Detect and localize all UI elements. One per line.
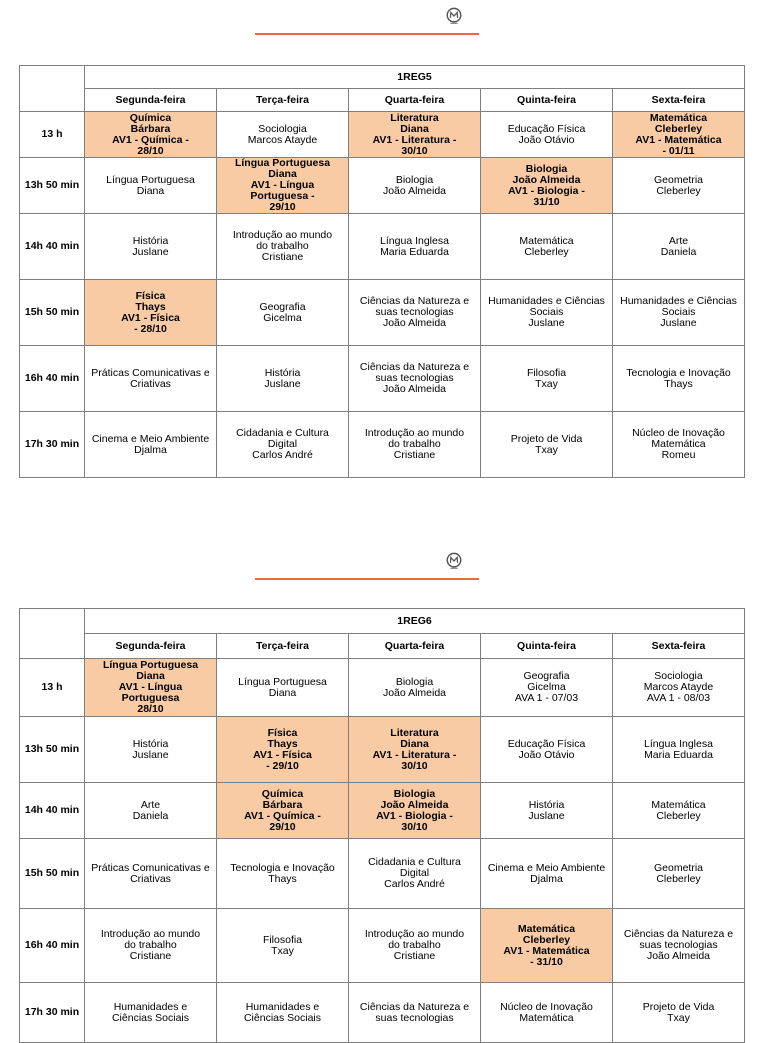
cell-text-line: João Otávio [518, 133, 575, 146]
cell-text-line: Arte [668, 234, 689, 247]
class-cell-exam [85, 112, 217, 158]
class-cell [217, 839, 349, 909]
cell-text-line: João Almeida [382, 317, 447, 329]
class-cell [349, 909, 481, 983]
cell-text-line: 30/10 [401, 820, 428, 833]
schedule-table-1reg5 [19, 65, 745, 478]
time-slot-label: 14h 40 min [20, 214, 85, 280]
cell-text-line: Txay [271, 944, 294, 957]
cell-text-line: Juslane [132, 245, 169, 258]
cell-text-line: João Otávio [518, 748, 575, 761]
cell-text-line: Matemática [651, 798, 706, 811]
cell-text-line: AV1 - Língua [118, 681, 183, 693]
cell-text-line: Humanidades e Ciências [488, 295, 605, 307]
cell-text-line: Cleberley [524, 245, 569, 258]
cell-text-line: Thays [267, 737, 298, 750]
time-slot-label: 14h 40 min [20, 783, 85, 839]
cell-text-line: Cleberley [656, 872, 701, 885]
class-cell [85, 717, 217, 783]
cell-text-line: Daniela [660, 245, 697, 258]
cell-text-line: Língua Portuguesa [238, 675, 327, 688]
class-cell [613, 158, 745, 214]
class-cell [217, 346, 349, 412]
cell-text-line: Thays [268, 872, 297, 885]
class-cell [481, 214, 613, 280]
day-header: Quinta-feira [481, 89, 613, 112]
cell-text-line: suas tecnologias [639, 939, 718, 951]
cell-text-line: Língua Portuguesa [106, 173, 195, 186]
cell-text-line: Portuguesa - [250, 190, 315, 202]
cell-text-line: Matemática [649, 111, 708, 124]
day-header: Terça-feira [217, 89, 349, 112]
cell-text-line: História [528, 798, 565, 811]
table-row [20, 214, 745, 280]
cell-text-line: Matemática [651, 438, 706, 450]
day-header: Quarta-feira [349, 89, 481, 112]
cell-text-line: Txay [667, 1011, 690, 1024]
class-cell-exam [349, 112, 481, 158]
cell-text-line: Biologia [395, 675, 434, 688]
class-cell-exam [217, 717, 349, 783]
cell-text-line: Bárbara [130, 122, 171, 135]
cell-text-line: AV1 - Língua [250, 179, 315, 191]
class-cell [85, 839, 217, 909]
cell-text-line: Língua Portuguesa [102, 659, 199, 671]
cell-text-line: Literatura [390, 726, 439, 739]
cell-text-line: Juslane [528, 809, 565, 822]
class-title: 1REG5 [85, 66, 745, 89]
class-cell [85, 214, 217, 280]
cell-text-line: Ciências Sociais [243, 1011, 322, 1024]
cell-text-line: Filosofia [262, 933, 303, 946]
cell-text-line: AV1 - Matemática [635, 133, 722, 146]
cell-text-line: Txay [535, 377, 558, 390]
cell-text-line: Língua Inglesa [644, 737, 713, 750]
class-cell [85, 909, 217, 983]
cell-text-line: Sociais [529, 306, 564, 318]
class-cell [481, 839, 613, 909]
class-cell [349, 412, 481, 478]
time-slot-label: 13 h [20, 112, 85, 158]
cell-text-line: Djalma [134, 443, 167, 456]
table-row [20, 717, 745, 783]
day-header: Segunda-feira [85, 634, 217, 659]
class-cell [481, 983, 613, 1043]
cell-text-line: 30/10 [401, 759, 428, 772]
cell-text-line: Física [267, 726, 298, 739]
cell-text-line: Ciências da Natureza e [359, 1000, 470, 1013]
class-cell [613, 659, 745, 717]
class-cell-exam [217, 783, 349, 839]
class-cell [349, 214, 481, 280]
cell-text-line: Matemática [517, 922, 576, 935]
class-cell [613, 839, 745, 909]
cell-text-line: - 31/10 [530, 955, 563, 968]
cell-text-line: suas tecnologias [375, 306, 454, 318]
cell-text-line: Projeto de Vida [510, 432, 583, 445]
cell-text-line: Tecnologia e Inovação [626, 366, 731, 379]
cell-text-line: João Almeida [382, 383, 447, 395]
header-accent-line [255, 33, 479, 35]
time-slot-label: 13 h [20, 659, 85, 717]
time-slot-label: 13h 50 min [20, 717, 85, 783]
cell-text-line: Literatura [390, 111, 439, 124]
cell-text-line: Gicelma [527, 681, 566, 693]
header-logo-block [255, 5, 479, 35]
class-cell [217, 214, 349, 280]
day-header: Terça-feira [217, 634, 349, 659]
cell-text-line: Diana [136, 184, 165, 197]
class-cell [85, 158, 217, 214]
cell-text-line: Cristiane [393, 950, 436, 962]
cell-text-line: Djalma [530, 872, 563, 885]
cell-text-line: João Almeida [382, 686, 447, 699]
cell-text-line: História [264, 366, 301, 379]
table-row [20, 909, 745, 983]
class-cell [217, 112, 349, 158]
time-slot-label: 13h 50 min [20, 158, 85, 214]
class-title: 1REG6 [85, 609, 745, 634]
class-cell [349, 659, 481, 717]
cell-text-line: suas tecnologias [375, 1011, 454, 1024]
class-cell-exam [481, 909, 613, 983]
cell-text-line: do trabalho [388, 939, 441, 951]
class-cell-exam [85, 280, 217, 346]
cell-text-line: Práticas Comunicativas e [91, 366, 210, 379]
cell-text-line: Marcos Atayde [643, 681, 714, 693]
cell-text-line: Núcleo de Inovação [500, 1000, 593, 1013]
cell-text-line: João Almeida [382, 184, 447, 197]
cell-text-line: Química [129, 111, 172, 124]
class-cell [613, 346, 745, 412]
cell-text-line: Maria Eduarda [380, 245, 449, 258]
cell-text-line: AVA 1 - 07/03 [514, 692, 579, 704]
time-slot-label: 16h 40 min [20, 346, 85, 412]
cell-text-line: do trabalho [388, 438, 441, 450]
table-row [20, 112, 745, 158]
cell-text-line: Cinema e Meio Ambiente [91, 432, 210, 445]
class-cell [481, 412, 613, 478]
cell-text-line: Juslane [132, 748, 169, 761]
time-slot-label: 16h 40 min [20, 909, 85, 983]
cell-text-line: Língua Inglesa [380, 234, 449, 247]
class-cell-exam [613, 112, 745, 158]
cell-text-line: 29/10 [269, 201, 296, 213]
day-header-row [20, 634, 745, 659]
cell-text-line: Introdução ao mundo [100, 928, 201, 940]
class-cell [481, 659, 613, 717]
class-cell [613, 412, 745, 478]
cell-text-line: AV1 - Física [121, 311, 180, 324]
cell-text-line: Diana [268, 168, 297, 180]
table-row [20, 983, 745, 1043]
class-cell [613, 717, 745, 783]
cell-text-line: Juslane [528, 317, 565, 329]
cell-text-line: Diana [400, 737, 429, 750]
table-row [20, 659, 745, 717]
cell-text-line: Juslane [660, 317, 697, 329]
cell-text-line: Daniela [132, 809, 169, 822]
cell-text-line: Digital [399, 867, 430, 879]
cell-text-line: - 01/11 [662, 144, 695, 157]
cell-text-line: Geometria [653, 861, 704, 874]
table-row [20, 346, 745, 412]
cell-text-line: Cleberley [656, 809, 701, 822]
cell-text-line: Arte [140, 798, 161, 811]
cell-text-line: AVA 1 - 08/03 [646, 692, 711, 704]
class-cell [349, 158, 481, 214]
cell-text-line: Humanidades e [245, 1000, 320, 1013]
cell-text-line: Digital [267, 438, 298, 450]
class-cell [613, 983, 745, 1043]
cell-text-line: Cleberley [522, 933, 571, 946]
cell-text-line: 30/10 [401, 144, 428, 157]
class-cell-exam [481, 158, 613, 214]
cell-text-line: Thays [664, 377, 693, 390]
cell-text-line: Cinema e Meio Ambiente [487, 861, 606, 874]
cell-text-line: Marcos Atayde [247, 133, 318, 146]
time-slot-label: 15h 50 min [20, 839, 85, 909]
cell-text-line: AV1 - Física [253, 748, 312, 761]
class-cell [349, 983, 481, 1043]
class-cell-exam [349, 783, 481, 839]
class-cell [481, 783, 613, 839]
cell-text-line: suas tecnologias [375, 372, 454, 384]
day-header-row [20, 89, 745, 112]
table-title-row [20, 609, 745, 634]
table-row [20, 158, 745, 214]
class-cell [217, 659, 349, 717]
cell-text-line: AV1 - Química - [112, 133, 189, 146]
cell-text-line: Diana [136, 670, 165, 682]
time-slot-label: 15h 50 min [20, 280, 85, 346]
cell-text-line: AV1 - Literatura - [372, 748, 457, 761]
cell-text-line: Educação Física [507, 737, 586, 750]
table-row [20, 783, 745, 839]
cell-text-line: 31/10 [533, 195, 560, 208]
cell-text-line: Ciências da Natureza e [623, 928, 734, 940]
cell-text-line: João Almeida [512, 173, 581, 186]
day-header: Sexta-feira [613, 89, 745, 112]
cell-text-line: Ciências da Natureza e [359, 295, 470, 307]
cell-text-line: do trabalho [124, 939, 177, 951]
class-cell [85, 783, 217, 839]
cell-text-line: Ciências da Natureza e [359, 361, 470, 373]
class-cell [481, 717, 613, 783]
class-cell [613, 280, 745, 346]
class-cell [217, 983, 349, 1043]
class-cell-exam [349, 717, 481, 783]
cell-text-line: Introdução ao mundo [364, 427, 465, 439]
day-header: Quarta-feira [349, 634, 481, 659]
class-cell-exam [217, 158, 349, 214]
class-cell [217, 280, 349, 346]
cell-text-line: Práticas Comunicativas e [91, 861, 210, 874]
class-cell [613, 909, 745, 983]
cell-text-line: Introdução ao mundo [232, 229, 333, 241]
cell-text-line: AV1 - Química - [244, 809, 321, 822]
corner-cell [20, 66, 85, 112]
circle-m-logo-icon [445, 7, 463, 25]
class-cell [85, 346, 217, 412]
cell-text-line: Filosofia [526, 366, 567, 379]
cell-text-line: Cidadania e Cultura [368, 856, 461, 868]
header-logo-block [255, 550, 479, 580]
cell-text-line: Sociologia [654, 670, 703, 682]
cell-text-line: Geometria [653, 173, 704, 186]
cell-text-line: AV1 - Biologia - [376, 809, 453, 822]
time-slot-label: 17h 30 min [20, 983, 85, 1043]
cell-text-line: Carlos André [252, 449, 313, 461]
circle-m-logo-icon [445, 552, 463, 570]
cell-text-line: Núcleo de Inovação [632, 427, 725, 439]
class-cell [481, 112, 613, 158]
cell-text-line: Sociais [661, 306, 696, 318]
time-slot-label: 17h 30 min [20, 412, 85, 478]
cell-text-line: Projeto de Vida [642, 1000, 715, 1013]
cell-text-line: Bárbara [262, 798, 303, 811]
cell-text-line: Geografia [523, 670, 570, 682]
class-cell [613, 214, 745, 280]
class-cell [481, 346, 613, 412]
cell-text-line: 28/10 [137, 144, 164, 157]
class-cell [85, 983, 217, 1043]
cell-text-line: Humanidades e Ciências [620, 295, 737, 307]
cell-text-line: 28/10 [137, 703, 164, 715]
corner-cell [20, 609, 85, 659]
cell-text-line: João Almeida [380, 798, 449, 811]
cell-text-line: Introdução ao mundo [364, 928, 465, 940]
cell-text-line: AV1 - Literatura - [372, 133, 457, 146]
class-cell [217, 909, 349, 983]
day-header: Quinta-feira [481, 634, 613, 659]
cell-text-line: Cristiane [129, 950, 172, 962]
cell-text-line: Cleberley [654, 122, 703, 135]
cell-text-line: 29/10 [269, 820, 296, 833]
class-cell-exam [85, 659, 217, 717]
cell-text-line: Criativas [130, 377, 171, 390]
cell-text-line: Juslane [264, 377, 301, 390]
cell-text-line: Matemática [519, 234, 574, 247]
cell-text-line: Cleberley [656, 184, 701, 197]
cell-text-line: Educação Física [507, 122, 586, 135]
cell-text-line: Geografia [259, 300, 306, 313]
class-cell [349, 839, 481, 909]
cell-text-line: Cidadania e Cultura [236, 427, 329, 439]
header-accent-line [255, 578, 479, 580]
cell-text-line: Carlos André [384, 878, 445, 890]
cell-text-line: Diana [268, 686, 297, 699]
cell-text-line: Tecnologia e Inovação [230, 861, 335, 874]
cell-text-line: História [132, 234, 169, 247]
cell-text-line: Portuguesa [121, 692, 180, 704]
cell-text-line: - 28/10 [134, 322, 167, 335]
day-header: Sexta-feira [613, 634, 745, 659]
class-cell [217, 412, 349, 478]
cell-text-line: - 29/10 [266, 759, 299, 772]
cell-text-line: Txay [535, 443, 558, 456]
cell-text-line: Matemática [519, 1011, 574, 1024]
cell-text-line: do trabalho [256, 240, 309, 252]
table-row [20, 280, 745, 346]
table-title-row [20, 66, 745, 89]
class-cell [85, 412, 217, 478]
cell-text-line: Química [261, 787, 304, 800]
cell-text-line: Biologia [525, 162, 568, 175]
cell-text-line: Biologia [395, 173, 434, 186]
schedule-table-1reg6 [19, 608, 745, 1043]
cell-text-line: Romeu [661, 449, 696, 461]
cell-text-line: AV1 - Biologia - [508, 184, 585, 197]
cell-text-line: Física [135, 289, 166, 302]
cell-text-line: Ciências Sociais [111, 1011, 190, 1024]
day-header: Segunda-feira [85, 89, 217, 112]
cell-text-line: Cristiane [393, 449, 436, 461]
cell-text-line: Cristiane [261, 251, 304, 263]
class-cell [349, 346, 481, 412]
cell-text-line: João Almeida [646, 950, 711, 962]
class-cell [481, 280, 613, 346]
cell-text-line: Diana [400, 122, 429, 135]
cell-text-line: Thays [135, 300, 166, 313]
class-cell [613, 783, 745, 839]
cell-text-line: Humanidades e [113, 1000, 188, 1013]
cell-text-line: Maria Eduarda [644, 748, 713, 761]
table-row [20, 412, 745, 478]
cell-text-line: Língua Portuguesa [234, 157, 331, 169]
cell-text-line: AV1 - Matemática [503, 944, 590, 957]
cell-text-line: Biologia [393, 787, 436, 800]
cell-text-line: Gicelma [263, 311, 302, 324]
cell-text-line: História [132, 737, 169, 750]
class-cell [349, 280, 481, 346]
table-row [20, 839, 745, 909]
cell-text-line: Sociologia [258, 122, 307, 135]
cell-text-line: Criativas [130, 872, 171, 885]
